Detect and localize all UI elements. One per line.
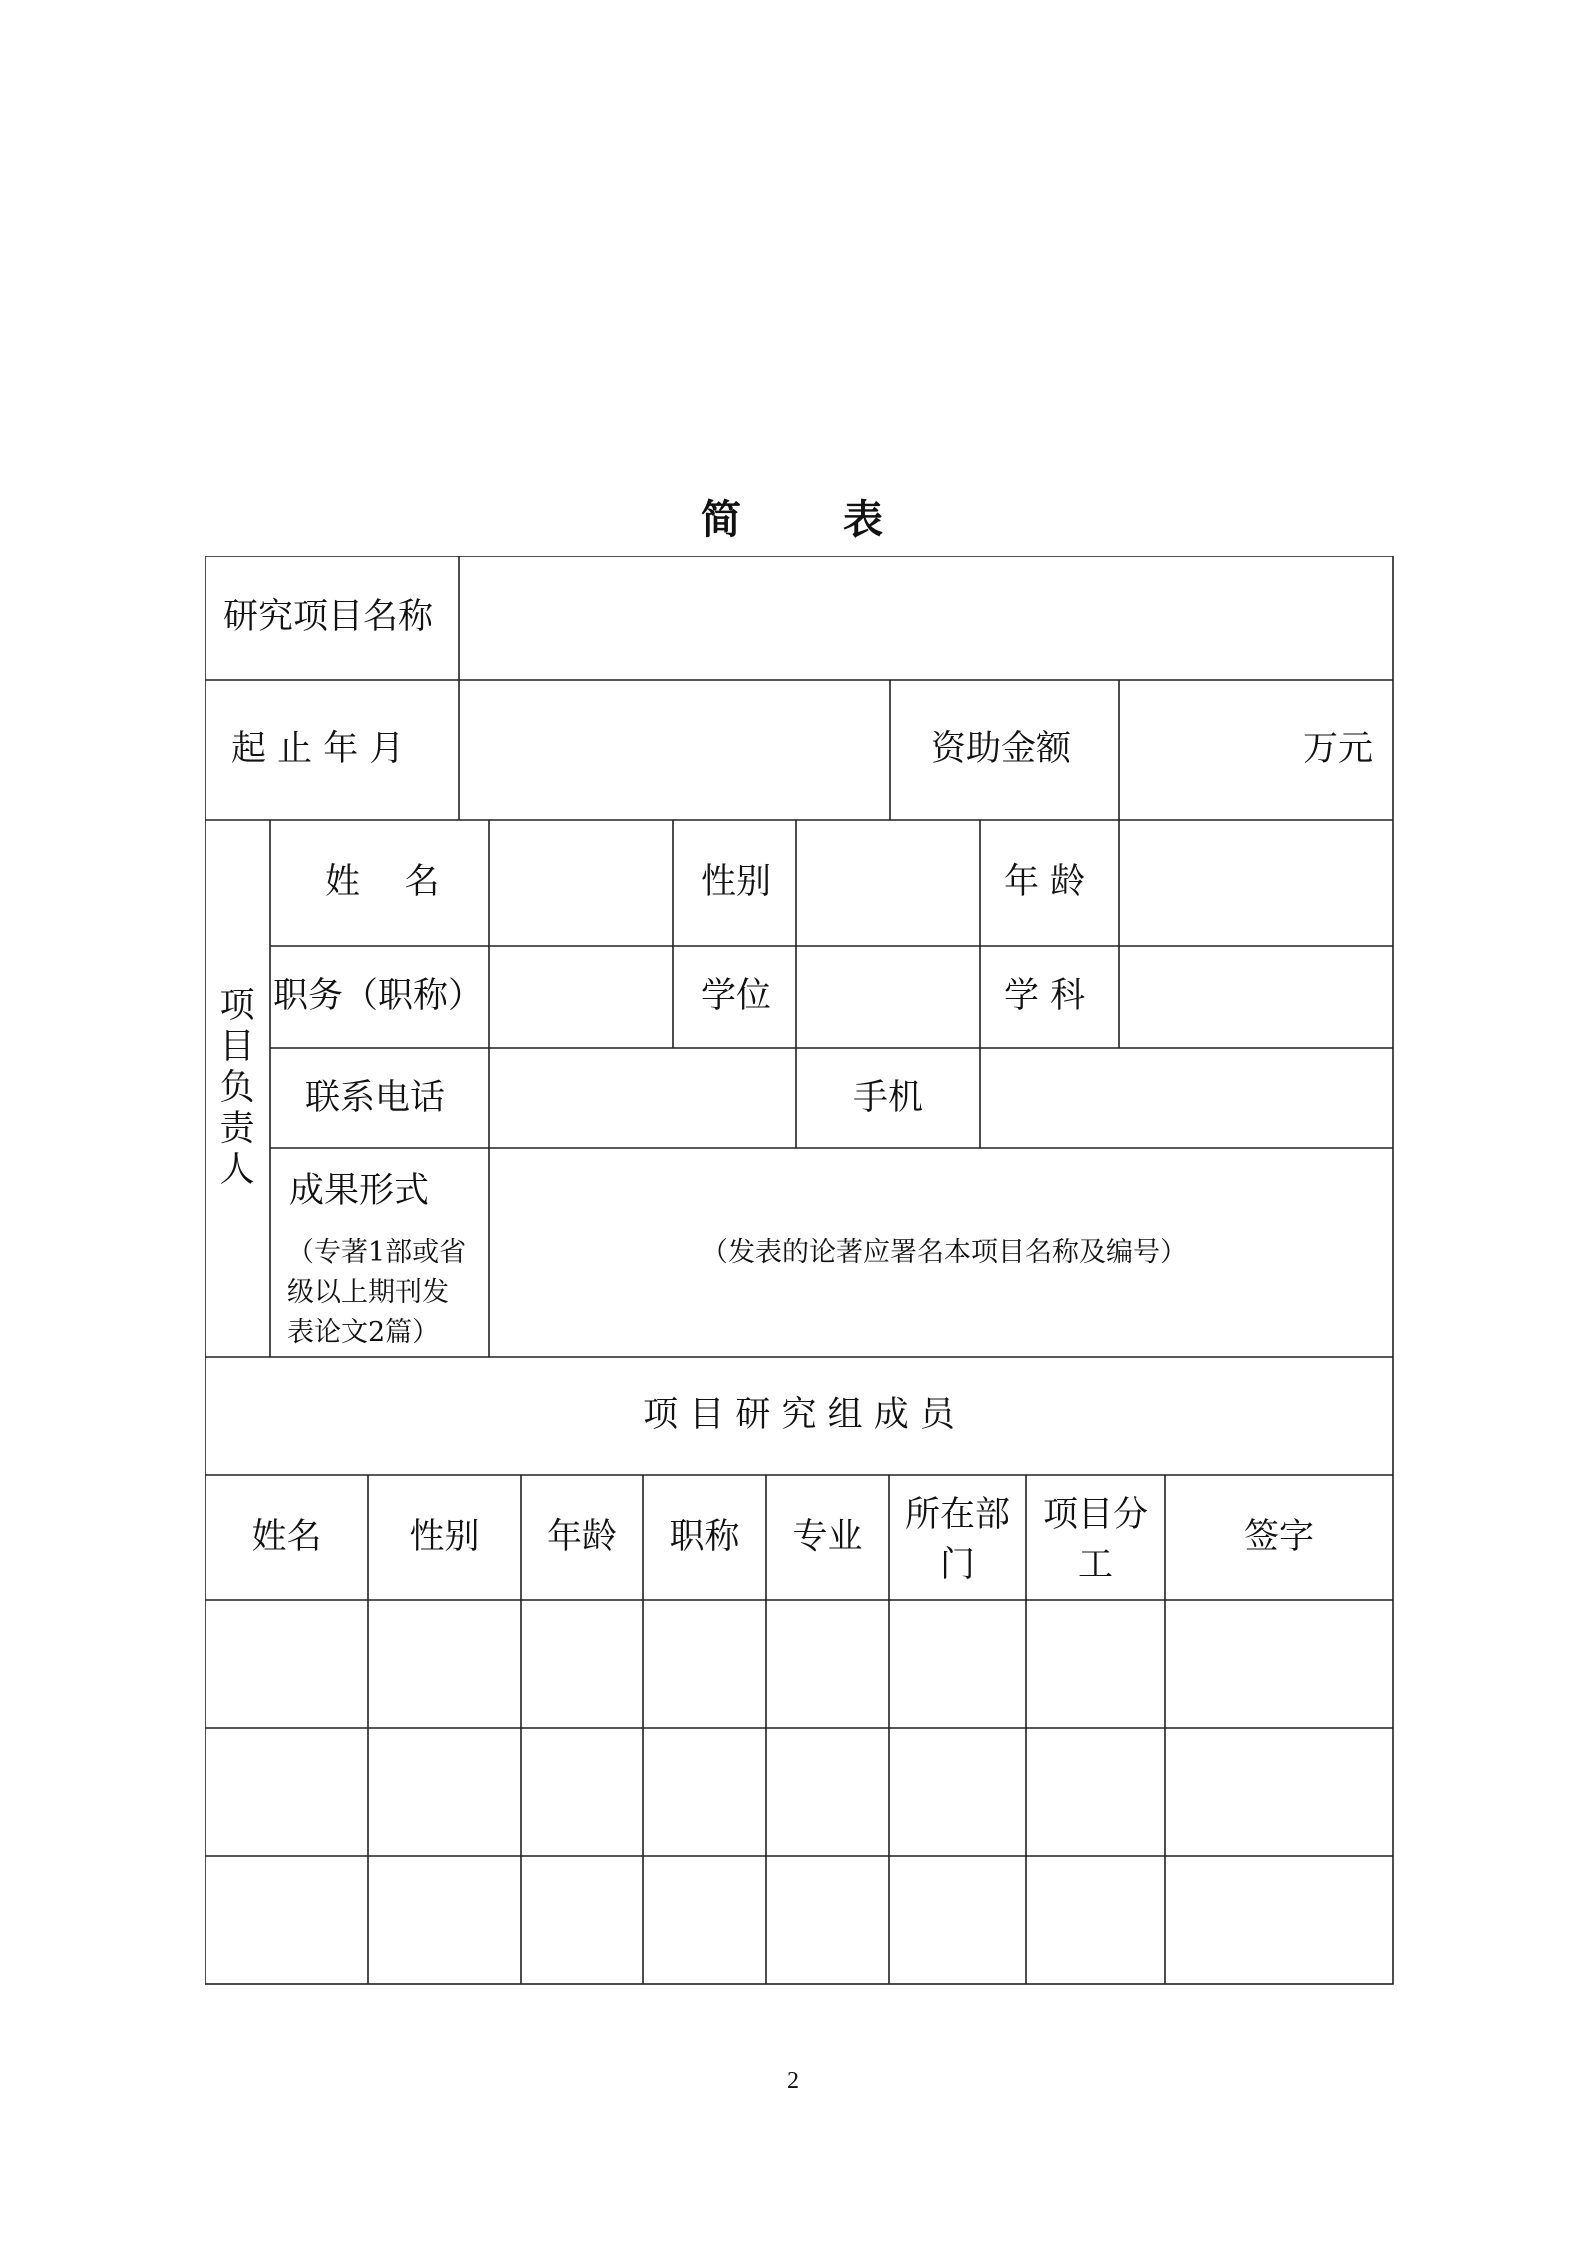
leader-section-label: 项 目 负 责 人 (219, 986, 255, 1190)
leader-gender-label: 性别 (701, 862, 772, 902)
members-header-dept-line-2: 门 (939, 1545, 975, 1585)
form-title (0, 488, 1586, 545)
members-header-name: 姓名 (251, 1517, 322, 1557)
members-header-role-line-2: 工 (1077, 1545, 1113, 1585)
result-note-line-3: 表论文2篇） (287, 1317, 440, 1348)
leader-name-label: 姓 名 (325, 862, 440, 902)
project-name-label: 研究项目名称 (223, 597, 434, 637)
leader-mobile-label: 手机 (853, 1078, 924, 1118)
summary-form-table (205, 556, 1395, 1986)
result-hint: （发表的论著应署名本项目名称及编号） (701, 1237, 1187, 1268)
title-char-1: 简 (701, 497, 743, 543)
result-note-line-1: （专著1部或省 (287, 1237, 467, 1268)
members-header-dept-line-1: 所在部 (904, 1495, 1010, 1535)
funding-label: 资助金额 (931, 729, 1072, 769)
members-header-major: 专业 (792, 1517, 863, 1557)
members-header-role-line-1: 项目分 (1042, 1495, 1148, 1535)
leader-discipline-label: 学 科 (1004, 976, 1086, 1016)
members-section-title: 项 目 研 究 组 成 员 (643, 1395, 955, 1435)
title-char-2: 表 (843, 497, 885, 543)
leader-degree-label: 学位 (701, 976, 772, 1016)
members-header-signature: 签字 (1243, 1517, 1314, 1557)
result-form-label: 成果形式 (289, 1171, 430, 1211)
members-table-row[interactable] (205, 1728, 1393, 1856)
members-table-row[interactable] (205, 1600, 1393, 1728)
funding-unit: 万元 (1303, 729, 1374, 769)
leader-age-label: 年 龄 (1004, 862, 1086, 902)
leader-title-label: 职务（职称） (273, 976, 484, 1016)
page-number: 2 (787, 2068, 799, 2094)
members-header-age: 年龄 (546, 1517, 617, 1557)
result-note-line-2: 级以上期刊发 (287, 1277, 449, 1308)
members-table-row[interactable] (205, 1856, 1393, 1984)
period-label: 起 止 年 月 (231, 729, 405, 769)
members-header-gender: 性别 (409, 1517, 480, 1557)
members-header-title: 职称 (669, 1517, 740, 1557)
leader-phone-label: 联系电话 (305, 1078, 446, 1118)
